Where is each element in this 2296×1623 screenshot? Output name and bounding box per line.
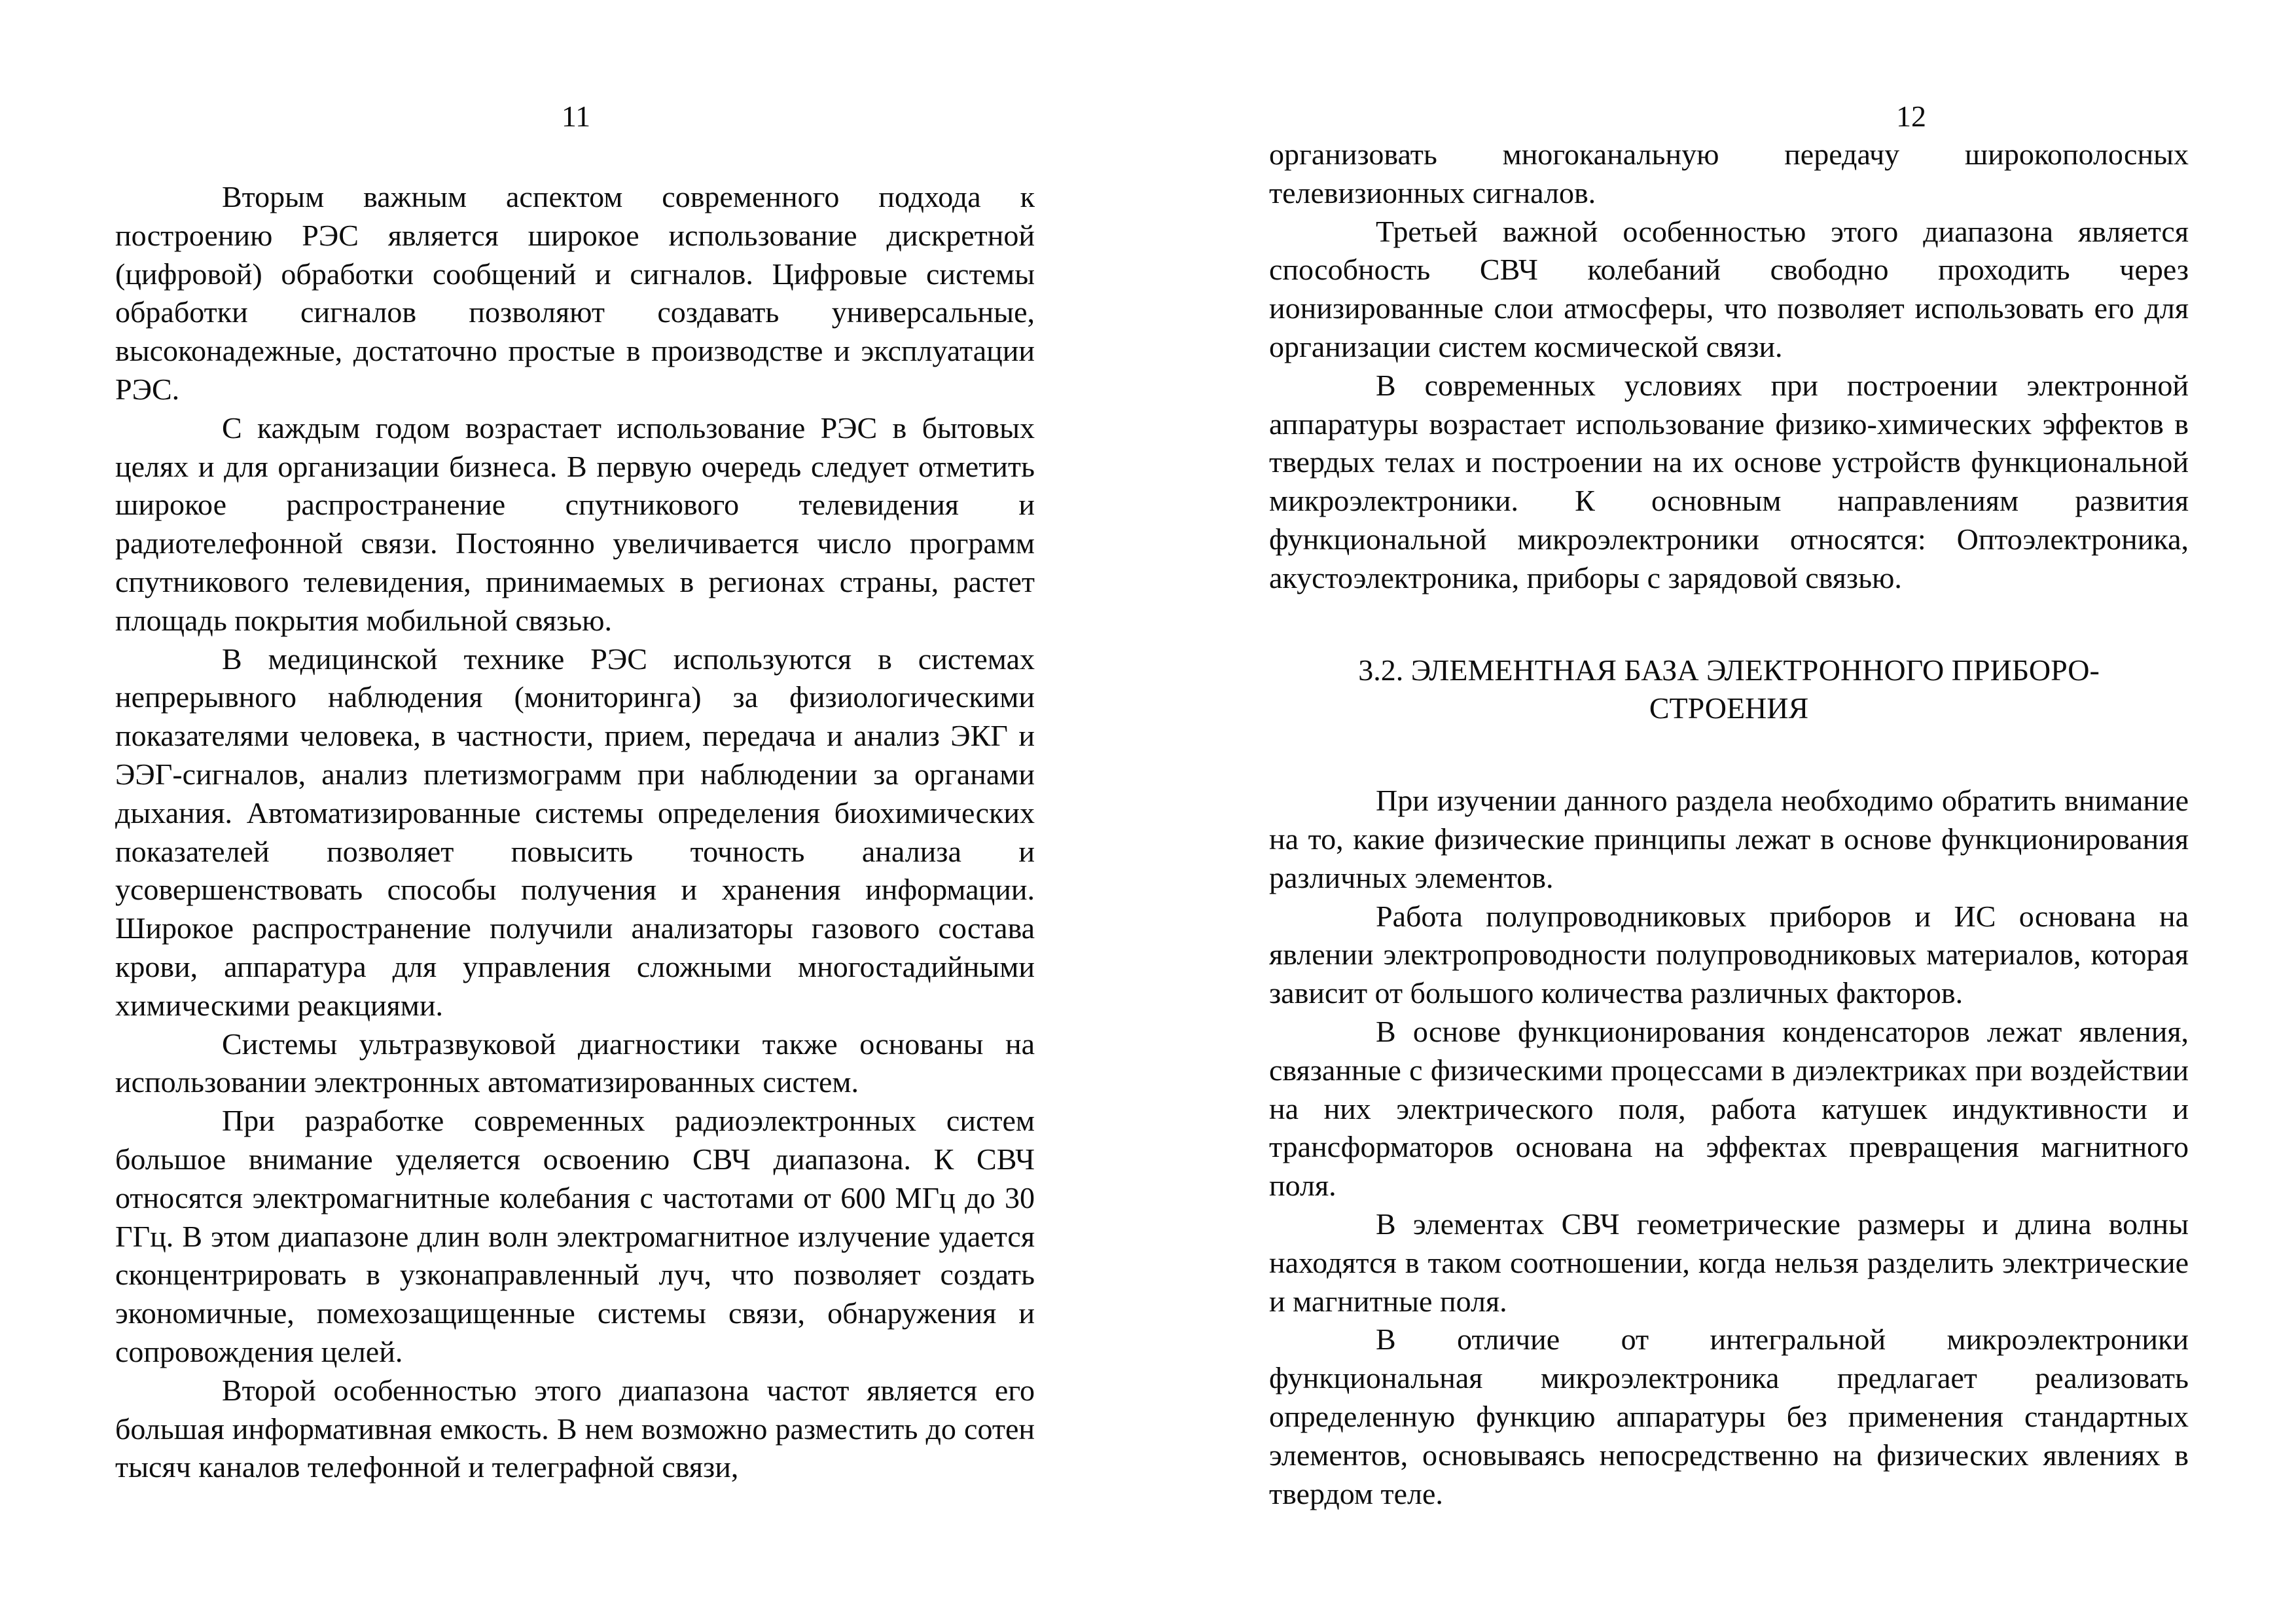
paragraph: В отличие от интегральной микроэлектроники функциональная микроэлектроника предлагает реализовать определенную функцию аппаратуры без применения стандартных элементов, основываясь непосредственно на физических явлениях в твердом теле.	[1269, 1322, 2189, 1510]
paragraph: При разработке современных радиоэлектронных систем большое внимание уделяется освоению СВЧ диапазона. К СВЧ относятся электромагнитные колебания с частотами от 600 МГц до 30 ГГц. В этом диапазоне длин волн электромагнитное излучение удается сконцентрировать в узконаправленный луч, что позволяет создать экономичные, помехозащищенные системы связи, обнаружения и сопровождения целей.	[115, 1104, 1035, 1368]
section-heading	[1269, 651, 2189, 729]
paragraph: Работа полупроводниковых приборов и ИС основана на явлении электропроводности полупроводниковых материалов, которая зависит от большого количества различных факторов.	[1269, 899, 2189, 1010]
text-column	[115, 178, 1035, 1487]
paragraph: Вторым важным аспектом современного подхода к построению РЭС является широкое использование дискретной (цифровой) обработки сообщений и сигналов. Цифровые системы обработки сигналов позволяют создавать универсальные, высоконадежные, достаточно простые в производстве и эксплуатации РЭС.	[115, 180, 1035, 406]
paragraph: В основе функционирования конденсаторов лежат явления, связанные с физическими процессами в диэлектриках при воздействии на них электрического поля, работа катушек индуктивности и трансформаторов основана на эффектах превращения магнитного поля.	[1269, 1014, 2189, 1203]
paragraph: В медицинской технике РЭС используются в системах непрерывного наблюдения (мониторинга) за физиологическими показателями человека, в частности, прием, передача и анализ ЭКГ и ЭЭГ-сигналов, анализ плетизмограмм при наблюдении за органами дыхания. Автоматизированные системы определения биохимических показателей позволяет повысить точность анализа и усовершенствовать способы получения и хранения информации. Широкое распространение получили анализаторы газового состава крови, аппаратура для управления сложными многостадийными химическими реакциями.	[115, 642, 1035, 1022]
page-number: 12	[1896, 100, 1926, 133]
paragraph: В современных условиях при построении электронной аппаратуры возрастает использование физико-химических эффектов в твердых телах и построении на их основе устройств функциональной микроэлектроники. К основным направлениям развития функциональной микроэлектроники относятся: Оптоэлектроника, акустоэлектроника, приборы с зарядовой связью.	[1269, 368, 2189, 594]
paragraph-continuation: организовать многоканальную передачу широкополосных телевизионных сигналов.	[1269, 137, 2189, 210]
paragraph: Второй особенностью этого диапазона частот является его большая информативная емкость. В нем возможно разместить до сотен тысяч каналов телефонной и телеграфной связи,	[115, 1373, 1035, 1484]
paragraph: В элементах СВЧ геометрические размеры и длина волны находятся в таком соотношении, когда нельзя разделить электрические и магнитные поля.	[1269, 1207, 2189, 1318]
paragraph: При изучении данного раздела необходимо обратить внимание на то, какие физические принципы лежат в основе функционирования различных элементов.	[1269, 784, 2189, 894]
section-heading-line: СТРОЕНИЯ	[1649, 691, 1809, 725]
section-heading-line: 3.2. ЭЛЕМЕНТНАЯ БАЗА ЭЛЕКТРОННОГО ПРИБОРО-	[1358, 653, 2100, 687]
paragraph: Системы ультразвуковой диагностики также основаны на использовании электронных автоматизированных систем.	[115, 1027, 1035, 1099]
page-number: 11	[561, 100, 591, 133]
paragraph: Третьей важной особенностью этого диапазона является способность СВЧ колебаний свободно проходить через ионизированные слои атмосферы, что позволяет использовать его для организации систем космической связи.	[1269, 214, 2189, 363]
text-column	[1269, 136, 2189, 1513]
paragraph: С каждым годом возрастает использование РЭС в бытовых целях и для организации бизнеса. В первую очередь следует отметить широкое распространение спутникового телевидения и радиотелефонной связи. Постоянно увеличивается число программ спутникового телевидения, принимаемых в регионах страны, растет площадь покрытия мобильной связью.	[115, 410, 1035, 637]
right-page	[1148, 0, 2296, 1623]
